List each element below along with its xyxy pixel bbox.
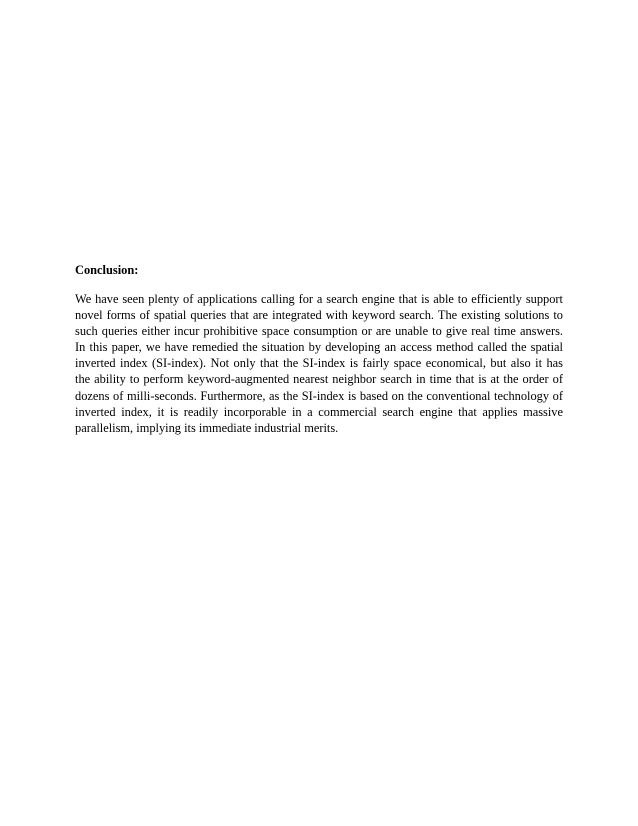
paragraph-line: dozens of milli-seconds. Furthermore, as the SI-index is based on the conventional technology of [75,388,563,403]
conclusion-section [75,262,563,436]
section-heading: Conclusion: [75,263,139,277]
paragraph-line: inverted index, it is readily incorporable in a commercial search engine that applies massive [75,404,563,419]
paragraph-line: parallelism, implying its immediate industrial merits. [75,420,339,435]
conclusion-paragraph [75,291,563,436]
paragraph-line: novel forms of spatial queries that are integrated with keyword search. The existing solutions to [75,308,563,323]
paragraph-line: the ability to perform keyword-augmented nearest neighbor search in time that is at the order of [75,372,563,387]
paragraph-line: such queries either incur prohibitive space consumption or are unable to give real time answers. [75,324,563,339]
paragraph-line: We have seen plenty of applications calling for a search engine that is able to efficiently support [75,292,563,306]
paragraph-line: inverted index (SI-index). Not only that the SI-index is fairly space economical, but also it has [75,356,563,371]
paragraph-line: In this paper, we have remedied the situation by developing an access method called the spatial [75,340,563,355]
